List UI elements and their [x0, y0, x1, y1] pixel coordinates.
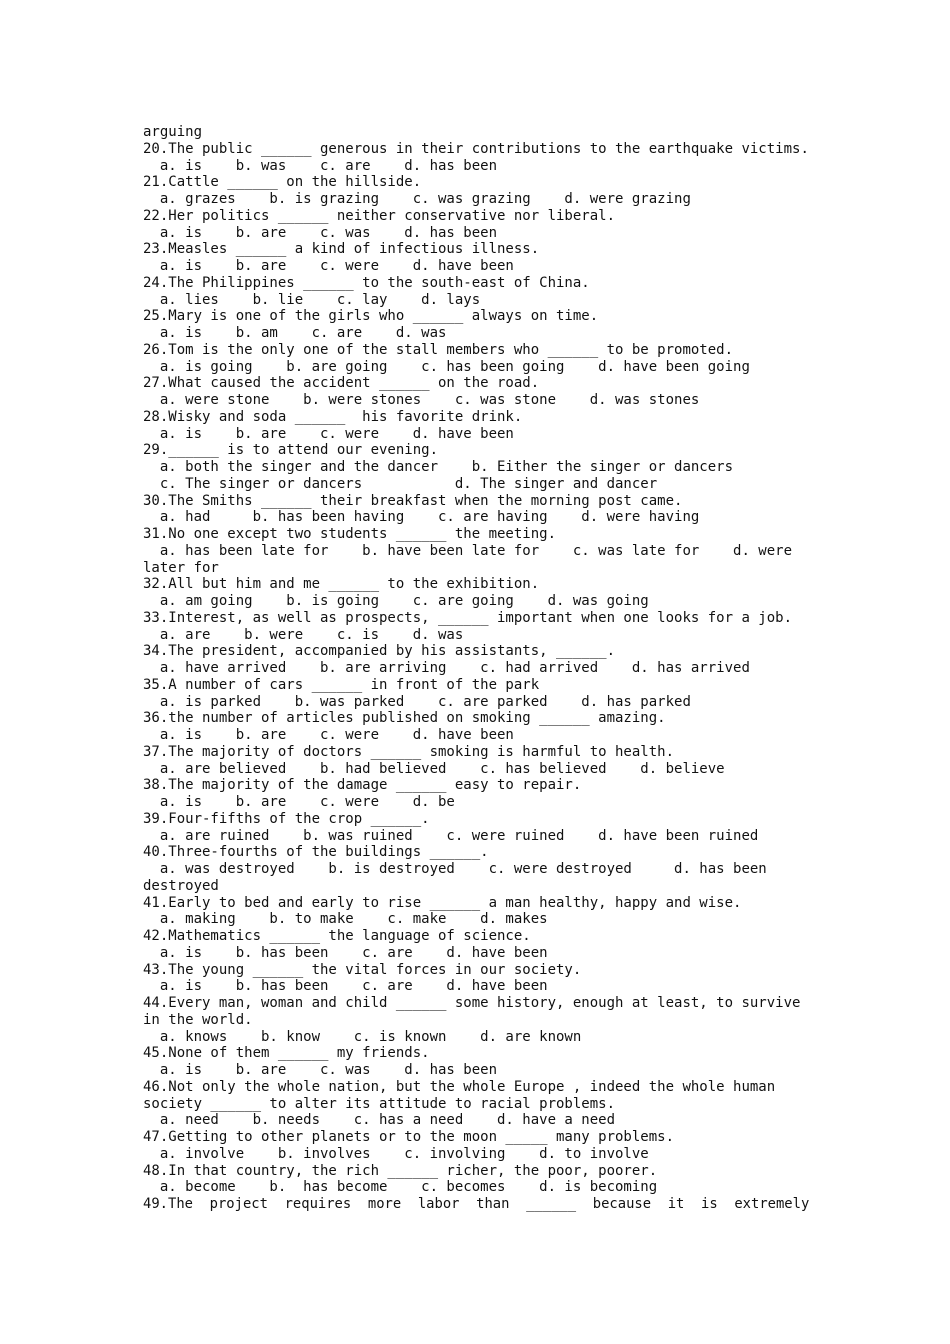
question-line: 46.Not only the whole nation, but the whole Europe , indeed the whole human: [143, 1078, 776, 1095]
answer-options-line: a. are ruined b. was ruined c. were ruined d. have been ruined: [143, 827, 759, 844]
question-line: 36.the number of articles published on smoking ______ amazing.: [143, 710, 666, 727]
answer-options-line: a. have arrived b. are arriving c. had arrived d. has arrived: [143, 660, 750, 676]
answer-options-line: a. is b. are c. was d. has been: [143, 224, 498, 241]
answer-options-line: a. is b. are c. were d. have been: [143, 727, 514, 743]
question-line: 42.Mathematics ______ the language of science.: [143, 928, 531, 944]
answer-options-line: a. knows b. know c. is known d. are known: [143, 1028, 582, 1045]
answer-options-line: c. The singer or dancers d. The singer and dancer: [143, 475, 658, 492]
question-line: 25.Mary is one of the girls who ______ always on time.: [143, 308, 599, 325]
question-line: 38.The majority of the damage ______ easy to repair.: [143, 777, 582, 794]
answer-options-line: a. am going b. is going c. are going d. was going: [143, 593, 649, 609]
answer-options-line: a. grazes b. is grazing c. was grazing d. were grazing: [143, 191, 691, 207]
question-line: 41.Early to bed and early to rise ______ a man healthy, happy and wise.: [143, 894, 742, 911]
answer-options-line: a. need b. needs c. has a need d. have a need: [143, 1112, 616, 1129]
answer-options-line: a. is b. has been c. are d. have been: [143, 978, 548, 995]
continuation-line: in the world.: [143, 1011, 253, 1028]
answer-options-line: a. is b. am c. are d. was: [143, 325, 447, 341]
answer-options-line: a. was destroyed b. is destroyed c. were destroyed d. has been: [143, 861, 767, 877]
question-line: 44.Every man, woman and child ______ some history, enough at least, to survive: [143, 995, 801, 1011]
question-line: 35.A number of cars ______ in front of the park: [143, 676, 540, 693]
question-line: 34.The president, accompanied by his assistants, ______.: [143, 643, 616, 660]
continuation-line: destroyed: [143, 877, 219, 894]
answer-options-line: a. is going b. are going c. has been going d. have been going: [143, 358, 750, 375]
continuation-line: society ______ to alter its attitude to racial problems.: [143, 1095, 616, 1112]
continuation-line: arguing: [143, 124, 203, 140]
question-line: 27.What caused the accident ______ on the road.: [143, 375, 540, 392]
question-line: 30.The Smiths ______ their breakfast when the morning post came.: [143, 492, 683, 509]
answer-options-line: a. are believed b. had believed c. has believed d. believe: [143, 760, 725, 777]
answer-options-line: a. is b. has been c. are d. have been: [143, 944, 548, 961]
answer-options-line: a. making b. to make c. make d. makes: [143, 911, 548, 928]
answer-options-line: a. were stone b. were stones c. was stone d. was stones: [143, 392, 700, 408]
answer-options-line: a. is b. was c. are d. has been: [143, 157, 498, 174]
document-body: [143, 124, 809, 1213]
question-line: 24.The Philippines ______ to the south-east of China.: [143, 274, 590, 291]
continuation-line: later for: [143, 559, 219, 576]
question-line: 31.No one except two students ______ the meeting.: [143, 526, 557, 542]
answer-options-line: a. is parked b. was parked c. are parked d. has parked: [143, 693, 691, 710]
question-line: 33.Interest, as well as prospects, ______ important when one looks for a job.: [143, 609, 793, 626]
question-line: 22.Her politics ______ neither conservative nor liberal.: [143, 207, 616, 224]
answer-options-line: a. is b. are c. was d. has been: [143, 1062, 498, 1078]
question-line: 49.The project requires more labor than ______ because it is extremely: [143, 1196, 810, 1212]
answer-options-line: a. is b. are c. were d. have been: [143, 258, 514, 274]
answer-options-line: a. are b. were c. is d. was: [143, 626, 464, 643]
question-line: 47.Getting to other planets or to the moon _____ many problems.: [143, 1129, 675, 1145]
question-line: 28.Wisky and soda ______ his favorite drink.: [143, 408, 523, 425]
answer-options-line: a. had b. has been having c. are having d. were having: [143, 509, 700, 526]
answer-options-line: a. both the singer and the dancer b. Either the singer or dancers: [143, 459, 734, 475]
answer-options-line: a. is b. are c. were d. be: [143, 794, 455, 810]
answer-options-line: a. has been late for b. have been late for c. was late for d. were: [143, 542, 793, 559]
question-line: 40.Three-fourths of the buildings ______.: [143, 844, 489, 861]
answer-options-line: a. is b. are c. were d. have been: [143, 425, 514, 442]
question-line: 21.Cattle ______ on the hillside.: [143, 174, 422, 191]
question-line: 32.All but him and me ______ to the exhibition.: [143, 576, 540, 593]
question-line: 45.None of them ______ my friends.: [143, 1045, 430, 1062]
question-line: 43.The young ______ the vital forces in our society.: [143, 961, 582, 978]
question-line: 39.Four-fifths of the crop ______.: [143, 810, 430, 827]
answer-options-line: a. involve b. involves c. involving d. to involve: [143, 1145, 649, 1162]
answer-options-line: a. become b. has become c. becomes d. is becoming: [143, 1179, 658, 1196]
question-line: 26.Tom is the only one of the stall members who ______ to be promoted.: [143, 341, 734, 358]
question-line: 20.The public ______ generous in their contributions to the earthquake victims.: [143, 140, 809, 157]
answer-options-line: a. lies b. lie c. lay d. lays: [143, 291, 481, 308]
question-line: 37.The majority of doctors ______ smoking is harmful to health.: [143, 743, 675, 760]
question-line: 29.______ is to attend our evening.: [143, 442, 439, 459]
question-line: 23.Measles ______ a kind of infectious illness.: [143, 241, 540, 258]
question-line: 48.In that country, the rich ______ richer, the poor, poorer.: [143, 1162, 658, 1179]
